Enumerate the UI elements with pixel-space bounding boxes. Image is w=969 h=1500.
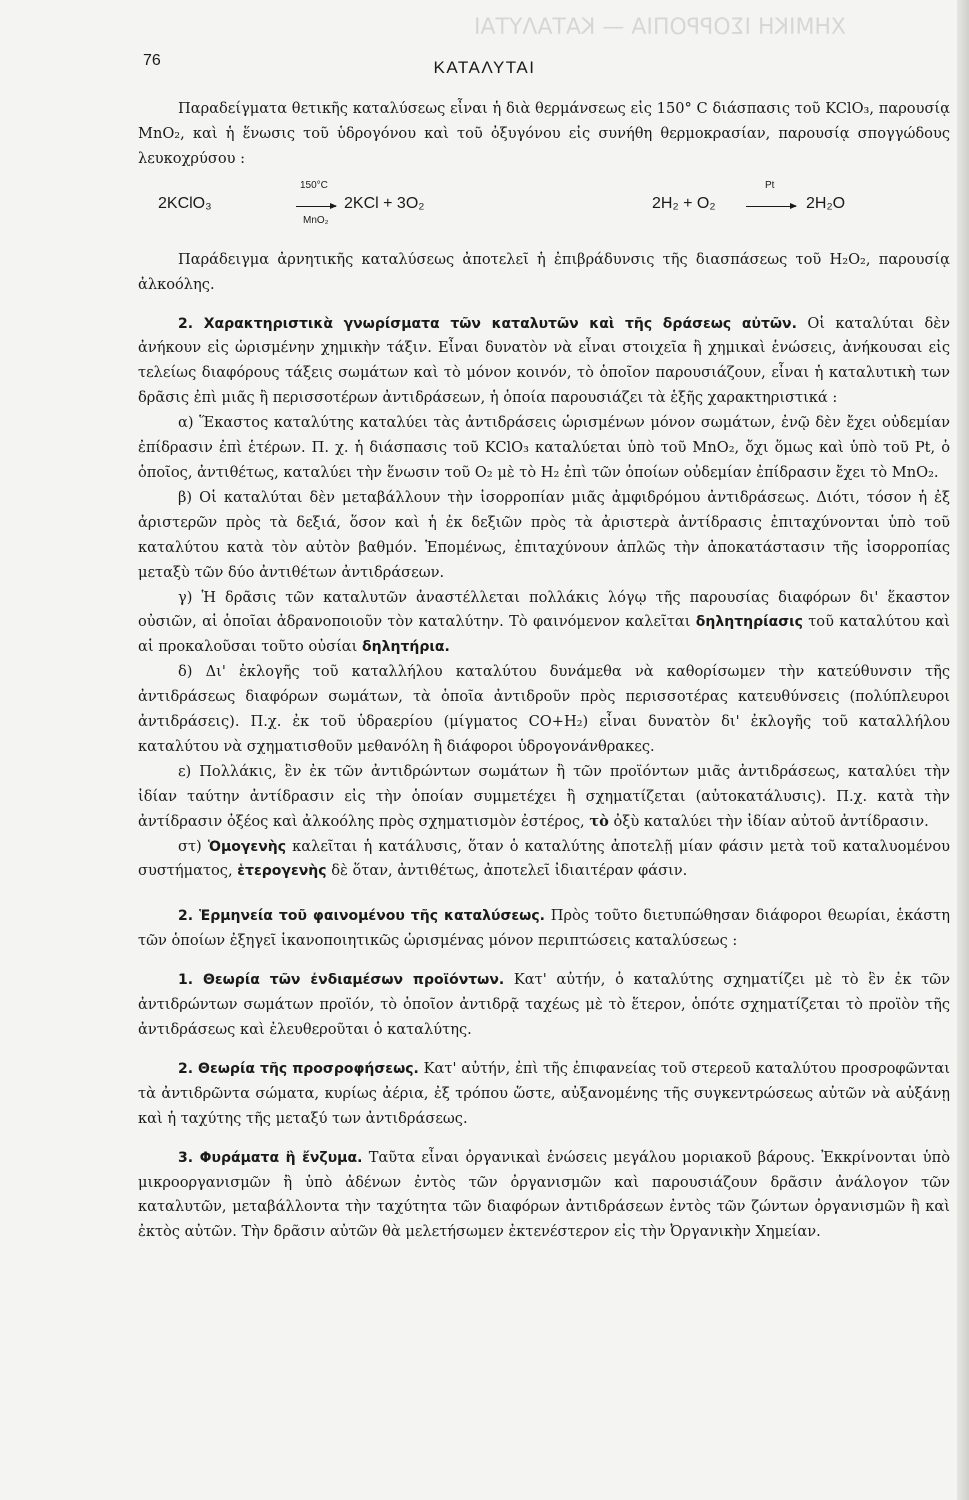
- item-f-label: στ): [178, 837, 202, 855]
- eq2-lhs: 2H₂ + O₂: [652, 194, 716, 212]
- negative-catalysis-paragraph: Παράδειγμα ἀρνητικῆς καταλύσεως ἀποτελεῖ ἡ ἐπιβράδυνσις τῆς διασπάσεως τοῦ H₂O₂, παρουσίᾳ ἀλκοόλης.: [138, 250, 950, 293]
- page-edge: [957, 0, 969, 1500]
- eq2-arrow: [746, 206, 796, 207]
- bleed-through-text: ΧΗΜΙΚΗ ΙΣΟΡΡΟΠΙΑ — ΚΑΤΑΛΥΤΑΙ: [473, 15, 847, 40]
- eq2-rhs: 2H₂O: [806, 194, 846, 212]
- theory-intermediate: [138, 968, 950, 1043]
- section-enzymes: [138, 1146, 950, 1246]
- section-heading: 3. Φυράματα ἢ ἔνζυμα.: [178, 1149, 363, 1166]
- term-heterogeneous: ἑτερογενὴς: [237, 863, 327, 880]
- item-a: α) Ἕκαστος καταλύτης καταλύει τὰς ἀντιδράσεις ὡρισμένων μόνον σωμάτων, ἐνῷ δὲν ἔχει οὐδεμίαν ἐπίδρασιν ἐπὶ ἑτέρων. Π. χ. ἡ διάσπασις τοῦ KClO₃ καταλύεται ὑπὸ τοῦ MnO₂, ὄχι ὅμως καὶ ὑπὸ τοῦ Pt, ὁ ὁποῖος, ἀντιθέτως, καταλύει τὴν ἕνωσιν τοῦ O₂ μὲ τὸ H₂ ἐπὶ τῶν ὁποίων οὐδεμίαν ἐπίδρασιν ἔχει τὸ MnO₂.: [138, 414, 950, 481]
- running-title: ΚΑΤΑΛΥΤΑΙ: [433, 58, 536, 77]
- term-poisons: δηλητήρια.: [362, 639, 450, 656]
- item-c: [138, 586, 950, 661]
- item-e-text: ε) Πολλάκις, ἓν ἐκ τῶν ἀντιδρώντων σωμάτων ἢ τῶν προϊόντων μιᾶς ἀντιδράσεως, καταλύει τὴν ἰδίαν ταύτην ἀντίδρασιν εἰς τὴν ὁποίαν συμμετέχει ἢ σχηματίζεται (αὐτοκατάλυσις). Π.χ. κατὰ τὴν ἀντίδρασιν ὀξέος καὶ ἀλκοόλης πρὸς σχηματισμὸν ἐστέρος,: [138, 762, 950, 830]
- intro-paragraph: Παραδείγματα θετικῆς καταλύσεως εἶναι ἡ διὰ θερμάνσεως εἰς 150° C διάσπασις τοῦ KClO₃, παρουσίᾳ MnO₂, καὶ ἡ ἕνωσις τοῦ ὑδρογόνου καὶ τοῦ ὀξυγόνου εἰς συνήθη θερμοκρασίαν, παρουσίᾳ σπογγώδους λευκοχρύσου :: [138, 100, 950, 167]
- page-body: [138, 97, 950, 1245]
- item-c-mid: τοῦ καταλύτου καὶ αἱ προκαλοῦσαι τοῦτο οὐσίαι: [138, 613, 951, 656]
- section-text: Πρὸς τοῦτο διετυπώθησαν διάφοροι θεωρίαι, ἑκάστη τῶν ὁποίων ἐξηγεῖ ἱκανοποιητικῶς ὡρισμένας μόνον περιπτώσεις καταλύσεως :: [138, 907, 950, 950]
- item-e-post: ὀξὺ καταλύει τὴν ἰδίαν αὐτοῦ ἀντίδρασιν.: [613, 812, 929, 830]
- theory-heading: 1. Θεωρία τῶν ἐνδιαμέσων προϊόντων.: [178, 972, 505, 989]
- eq1-rhs: 2KCl + 3O₂: [344, 194, 425, 212]
- section-interpretation: [138, 904, 950, 954]
- equations-row: [138, 172, 950, 248]
- item-f-mid: καλεῖται ἡ κατάλυσις, ὅταν ὁ καταλύτης ἀποτελῇ μίαν φάσιν μετὰ τοῦ καταλυομένου συστήματος,: [138, 837, 950, 880]
- term-poisoning: δηλητηρίασις: [695, 614, 803, 631]
- item-e: [138, 760, 950, 835]
- item-c-text: γ) Ἡ δρᾶσις τῶν καταλυτῶν ἀναστέλλεται πολλάκις λόγῳ τῆς παρουσίας διαφόρων δι' ἕκαστον οὐσιῶν, αἱ ὁποῖαι ἀδρανοποιοῦν τὸν καταλύτην. Τὸ φαινόμενον καλεῖται: [138, 588, 950, 631]
- section-heading: 2. Χαρακτηριστικὰ γνωρίσματα τῶν καταλυτῶν καὶ τῆς δράσεως αὐτῶν.: [178, 315, 797, 332]
- theory-text: Κατ' αὐτήν, ἐπὶ τῆς ἐπιφανείας τοῦ στερεοῦ καταλύτου προσροφῶνται τὰ ἀντιδρῶντα σώματα, κυρίως ἀέρια, ἐξ τρόπου ὥστε, αὐξανομένης τῆς συγκεντρώσεως αὐτῶν νὰ αὐξάνῃ καὶ ἡ ταχύτης τῆς μεταξύ των ἀντιδράσεως.: [138, 1059, 950, 1127]
- eq1-lhs: 2KClO₃: [158, 194, 212, 212]
- item-e-bold: τὸ: [589, 812, 609, 830]
- theory-adsorption: [138, 1057, 950, 1132]
- term-homogeneous: Ὁμογενὴς: [207, 838, 286, 855]
- section-characteristics: [138, 312, 950, 412]
- section-text: Οἱ καταλύται δὲν ἀνήκουν εἰς ὡρισμένην χημικὴν τάξιν. Εἶναι δυνατὸν νὰ εἶναι στοιχεῖα ἢ χημικαὶ ἑνώσεις, ἀνήκουσαι εἰς τελείως διαφόρους τάξεις σωμάτων καὶ τὸ μόνον κοινόν, τὸ ὁποῖον παρουσιάζουν, εἶναι ἡ καταλυτικὴ των δρᾶσις ἐπὶ μιᾶς ἢ περισσοτέρων ἀντιδράσεων, ἡ ὁποία παρουσιάζει τὰ ἑξῆς χαρακτηριστικά :: [138, 314, 950, 407]
- section-text: Ταῦτα εἶναι ὀργανικαὶ ἑνώσεις μεγάλου μοριακοῦ βάρους. Ἐκκρίνονται ὑπὸ μικροοργανισμῶν ἢ ὑπὸ ἀδένων ἐντὸς τῶν ὀργανισμῶν καὶ παρουσιάζουν δρᾶσιν ἀνάλογον τῶν καταλυτῶν, μεταβάλλοντα τὴν ταχύτητα τῶν διαφόρων ἀντιδράσεων ἐντὸς τῶν ζώντων ὀργανισμῶν ἢ καὶ ἐκτὸς αὐτῶν. Τὴν δρᾶσιν αὐτῶν θὰ μελετήσωμεν ἐκτενέστερον εἰς τὴν Ὀργανικὴν Χημείαν.: [138, 1148, 950, 1241]
- theory-heading: 2. Θεωρία τῆς προσροφήσεως.: [178, 1060, 419, 1077]
- section-heading: 2. Ἑρμηνεία τοῦ φαινομένου τῆς καταλύσεως.: [178, 908, 545, 925]
- eq2-condition-above: Pt: [765, 179, 775, 191]
- eq1-condition-above: 150°C: [300, 179, 328, 191]
- page-number: 76: [143, 52, 161, 69]
- item-d: δ) Δι' ἐκλογῆς τοῦ καταλλήλου καταλύτου δυνάμεθα νὰ καθορίσωμεν τὴν κατεύθυνσιν τῆς ἀντιδράσεως διαφόρων σωμάτων, τὰ ὁποῖα ἀντιδροῦν πρὸς περισσοτέρας κατευθύνσεις (πολύπλευροι ἀντιδράσεις). Π.χ. ἐκ τοῦ ὑδραερίου (μίγματος CO+H₂) εἶναι δυνατὸν δι' ἐκλογῆς τοῦ καταλλήλου καταλύτου νὰ σχηματισθοῦν μεθανόλη ἢ διάφοροι ὑδρογονάνθρακες.: [138, 663, 950, 755]
- eq1-condition-below: MnO₂: [303, 214, 329, 226]
- eq1-arrow: [296, 206, 336, 207]
- theory-text: Κατ' αὐτήν, ὁ καταλύτης σχηματίζει μὲ τὸ ἓν ἐκ τῶν ἀντιδρώντων σωμάτων προϊόν, τὸ ὁποῖον ἀντιδρᾷ ταχέως μὲ τὸ ἕτερον, ὁπότε σχηματίζεται τὸ προϊὸν τῆς ἀντιδράσεως καὶ ἐλευθεροῦται ὁ καταλύτης.: [138, 971, 950, 1038]
- item-f: [138, 835, 950, 885]
- item-b: β) Οἱ καταλύται δὲν μεταβάλλουν τὴν ἰσορροπίαν μιᾶς ἀμφιδρόμου ἀντιδράσεως. Διότι, τόσον ἡ ἐξ ἀριστερῶν πρὸς τὰ δεξιά, ὅσον καὶ ἡ ἐκ δεξιῶν πρὸς τὰ ἀριστερὰ ἀντίδρασις ἐπιταχύνονται ὑπὸ τοῦ καταλύτου κατὰ τὸν αὐτὸν βαθμόν. Ἑπομένως, ἐπιταχύνουν ἁπλῶς τὴν ἀποκατάστασιν τῆς ἰσορροπίας μεταξὺ τῶν δύο ἀντιθέτων ἀντιδράσεων.: [138, 488, 950, 581]
- item-f-post: δὲ ὅταν, ἀντιθέτως, ἀποτελεῖ ἰδιαιτέραν φάσιν.: [331, 862, 688, 880]
